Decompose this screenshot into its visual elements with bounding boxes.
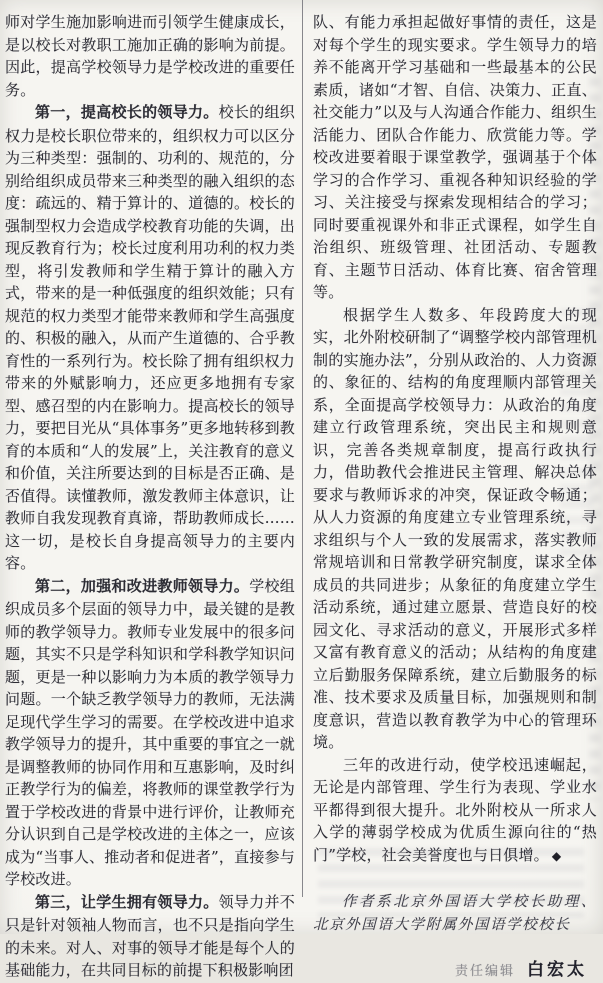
article-right-column [313, 11, 597, 983]
author-note-text: 作者系北京外国语大学校长助理、北京外国语大学附属外国语学校校长 [313, 894, 597, 933]
article-end-diamond-mark: ◆ [551, 848, 562, 863]
section-1-body: 校长的组织权力是校长职位带来的，组织权力可以区分为三种类型：强制的、功利的、规范的，分别给组织成员带来三种类型的融入组织的态度：疏远的、精于算计的、道德的。校长的强制型权力会造成学校教育功能的失调，出现反教育行为；校长过度利用功利的权力类型，将引发教师和学生精于算计的融入方式，带来的是一种低强度的组织效能；只有规范的权力类型才能带来教师和学生高强度的、积极的融入，从而产生道德的、合乎教育性的一系列行为。校长除了拥有组织权力带来的外赋影响力，还应更多地拥有专家型、感召型的内在影响力。提高校长的领导力，要把目光从“具体事务”更多地转移到教育的本质和“人的发展”上，关注教育的意义和价值，关注所要达到的目标是否正确、是否值得。读懂教师，激发教师主体意识，让教师自我发现教育真谛，帮助教师成长……这一切，是校长自身提高领导力的主要内容。 [5, 103, 295, 572]
article-left-column [5, 11, 295, 982]
section-2-body: 学校组织成员多个层面的领导力中，最关键的是教师的教学领导力。教师专业发展中的很多问题，其实不只是学科知识和学科教学知识问题，更是一种以影响力为本质的教学领导力问题。一个缺乏教学领导力的教师，无法满足现代学生学习的需要。在学校改进中追求教学领导力的提升，其中重要的事宜之一就是调整教师的协同作用和互惠影响，及时纠正教学行为的偏差，将教师的课堂教学行为置于学校改进的背景中进行评价，让教师充分认识到自己是学校改进的主体之一，应该成为“当事人、推动者和促进者”，直接参与学校改进。 [5, 576, 295, 888]
section-3-body: 领导力并不只是针对领袖人物而言，也不只是指向学生的未来。对人、对事的领导才能是每个人的基础能力，在共同目标的前提下积极影响团 [5, 892, 295, 979]
author-byline-note [313, 891, 597, 937]
section-1-heading: 第一，提高校长的领导力。 [35, 104, 219, 121]
editor-name: 白宏太 [527, 960, 587, 979]
closing-paragraph [313, 754, 597, 868]
editor-credit-label: 责任编辑 [454, 963, 515, 978]
section-2-heading: 第二，加强和改进教师领导力。 [35, 577, 250, 595]
section-2-paragraph [5, 575, 295, 891]
column-divider-rule [302, 0, 303, 897]
section-3-paragraph [5, 891, 295, 982]
paragraph-text: 根据学生人数多、年段跨度大的现实，北外附校研制了“调整学校内部管理机制的实施办法”，分别从政治的、人力资源的、象征的、结构的角度理顺内部管理关系，全面提高学校领导力：从政治的角度建立行政管理系统，突出民主和规则意识，完善各类规章制度，提高行政执行力，借助教代会推进民主管理、解决总体要求与教师诉求的冲突，保证政令畅通；从人力资源的角度建立专业管理系统，寻求组织与个人一致的发展需求，落实教师常规培训和日常教学研究制度，谋求全体成员的共同进步；从象征的角度建立学生活动系统，通过建立愿景、营造良好的校园文化、寻求活动的意义，开展形式多样又富有教育意义的活动；从结构的角度建立后勤服务保障系统，建立后勤服务的标准、技术要求及质量目标，加强规则和制度意识，营造以教育教学为中心的管理环境。 [313, 305, 597, 751]
editor-credit-line [313, 959, 587, 983]
continuation-paragraph [313, 11, 597, 304]
paragraph-text: 三年的改进行动，使学校迅速崛起，无论是内部管理、学生行为表现、学业水平都得到很大提升。北外附校从一所求人入学的薄弱学校成为优质生源向往的“热门”学校，社会美誉度也与日俱增。 [313, 755, 597, 864]
paragraph-text: 队、有能力承担起做好事情的责任，这是对每个学生的现实要求。学生领导力的培养不能离开学习基础和一些最基本的公民素质，诸如“才智、自信、决策力、正直、社交能力”以及与人沟通合作能力、组织生活能力、团队合作能力、欣赏能力等。学校改进要着眼于课堂教学，强调基于个体学习的合作学习、重视各种知识经验的学习、关注接受与探索发现相结合的学习；同时要重视课外和非正式课程，如学生自治组织、班级管理、社团活动、专题教育、主题节日活动、体育比赛、宿舍管理等。 [313, 13, 597, 301]
body-paragraph [313, 304, 597, 754]
section-1-paragraph [5, 101, 295, 575]
section-3-heading: 第三，让学生拥有领导力。 [35, 893, 219, 911]
paragraph-text: 师对学生施加影响进而引领学生健康成长，是以校长对教职工施加正确的影响为前提。因此，提高学校领导力是学校改进的重要任务。 [5, 13, 295, 99]
continuation-paragraph [5, 11, 295, 101]
